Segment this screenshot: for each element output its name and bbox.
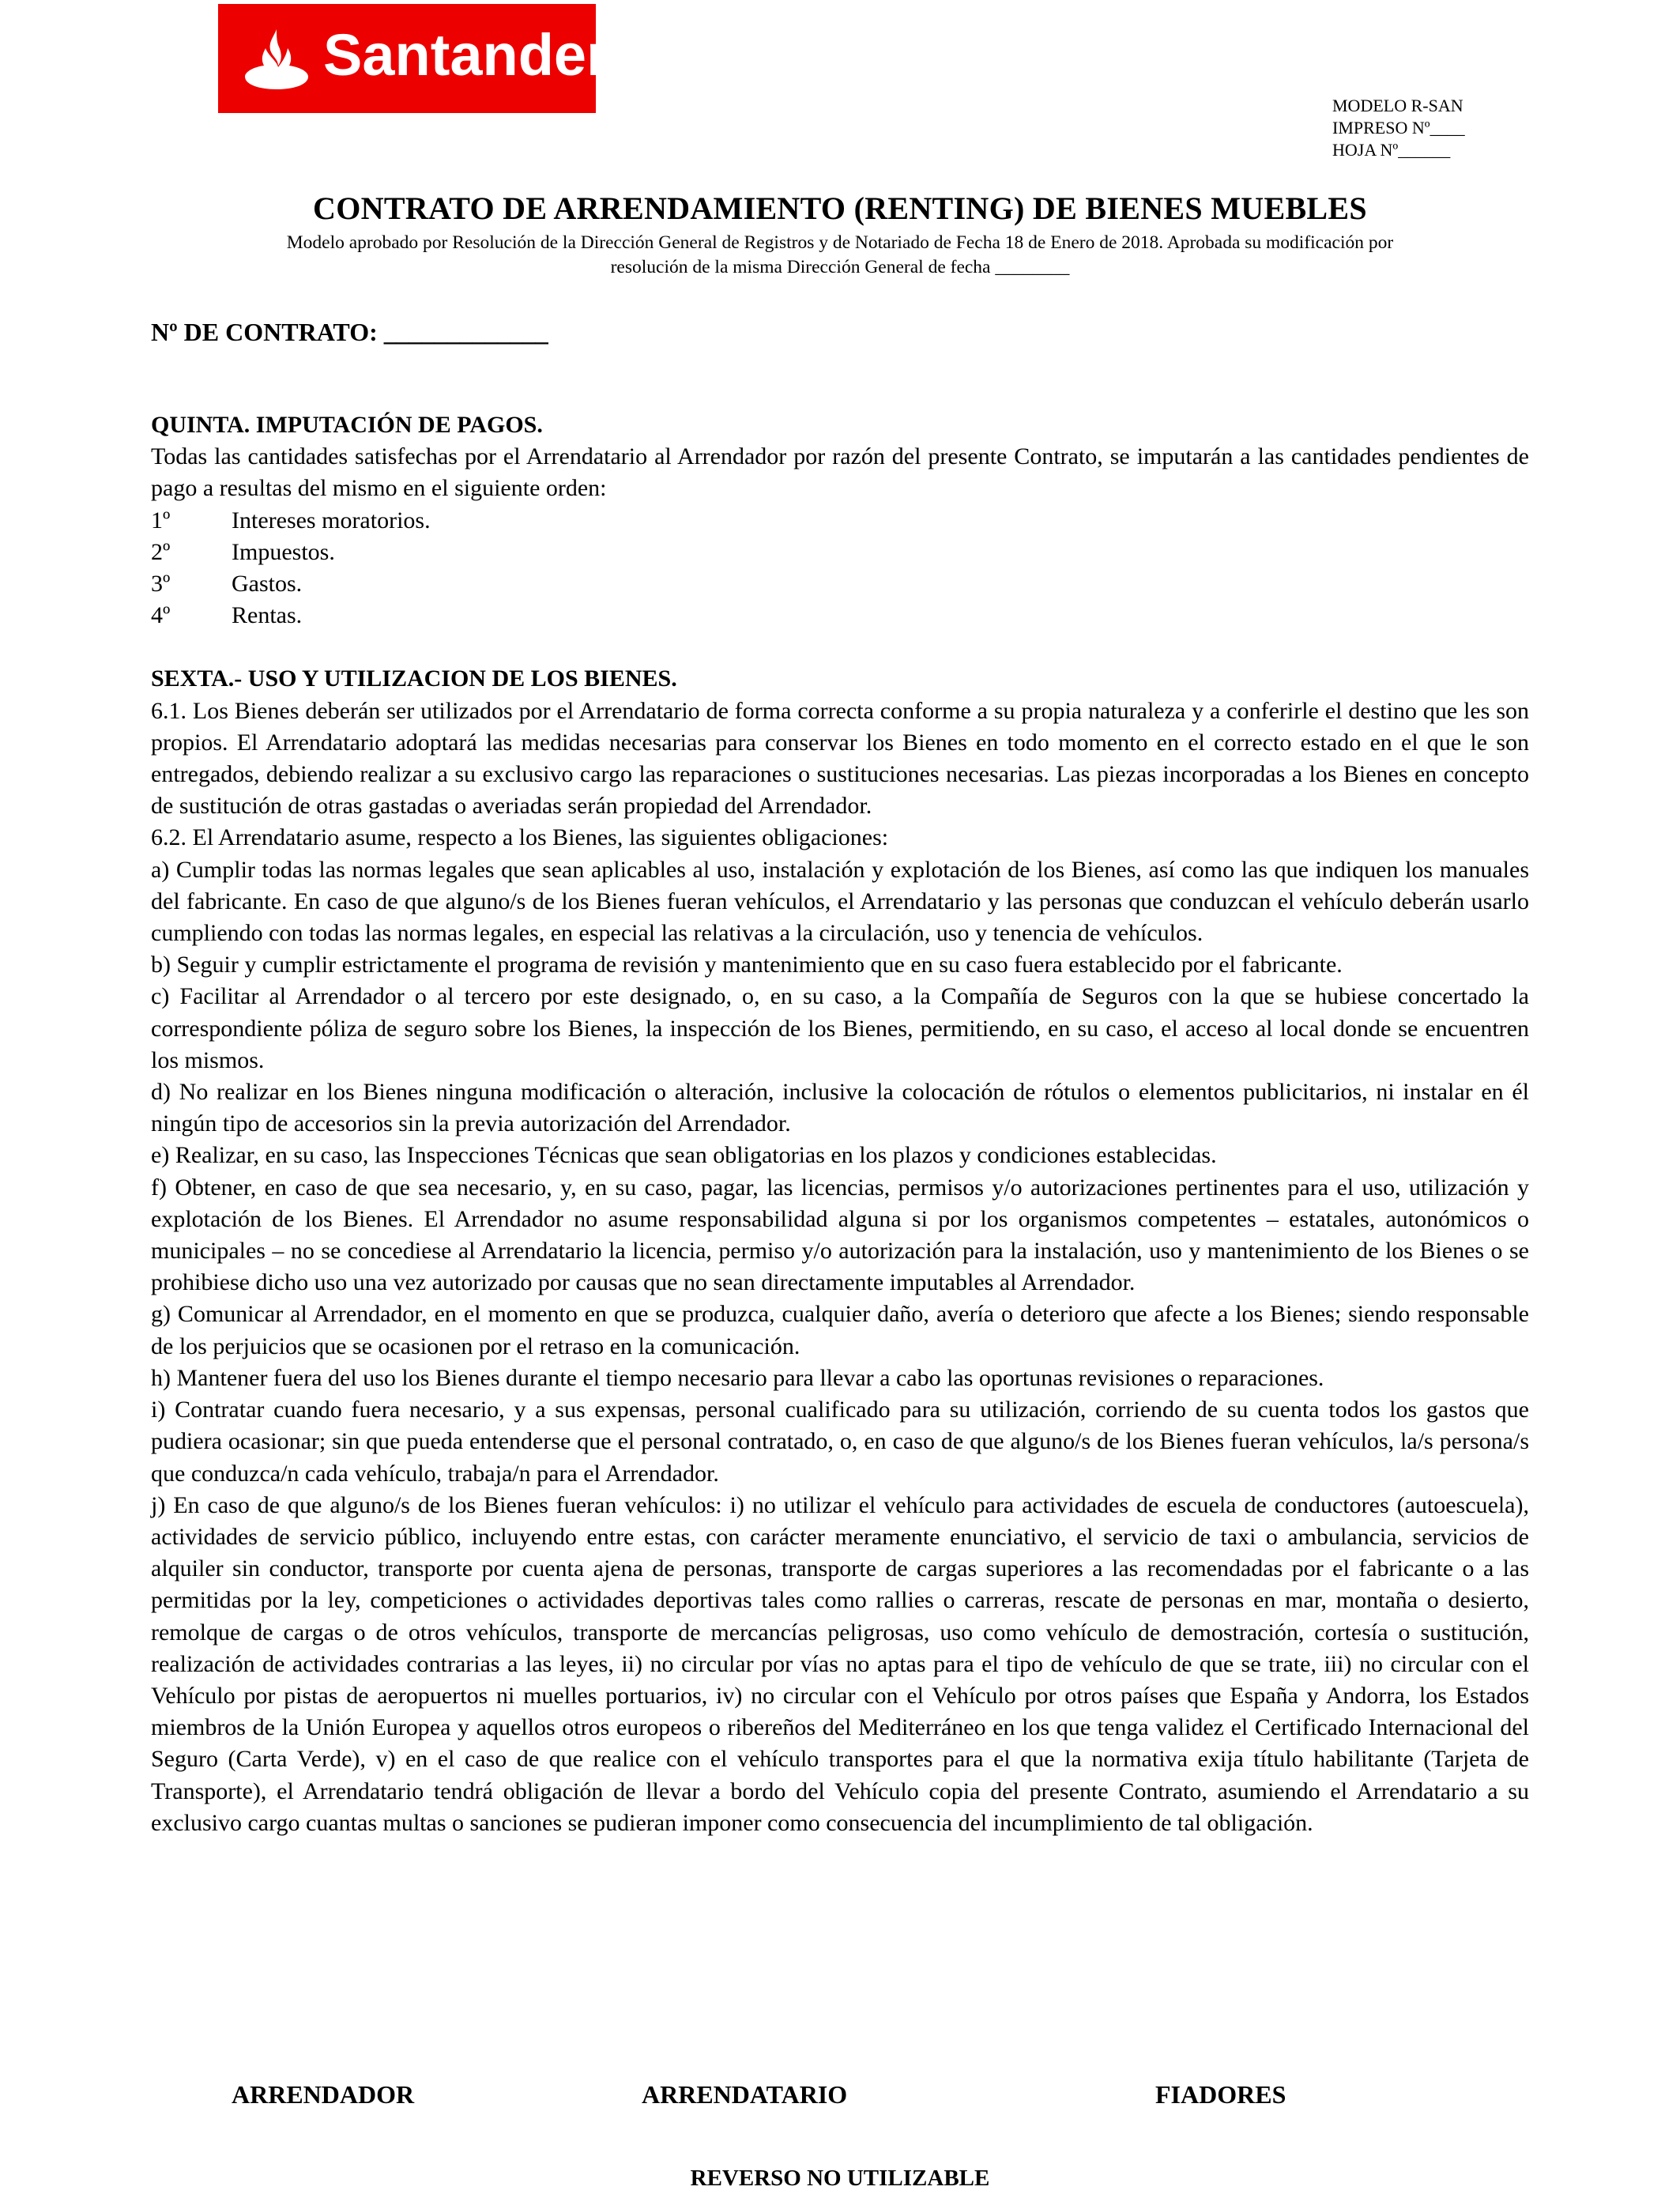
signature-fiadores: FIADORES [1155,2080,1286,2109]
obligation-d: d) No realizar en los Bienes ninguna modificación o alteración, inclusive la colocación de rótulos o elementos publicitarios, ni instalar en él ningún tipo de accesorios sin la previa autorización del Arrendador. [151,1079,1529,1137]
list-item-number: 2º [151,538,171,565]
obligation-g: g) Comunicar al Arrendador, en el momento en que se produzca, cualquier daño, avería o deterioro que afecte a los Bienes; siendo responsable de los perjuicios que se ocasionen por el retraso en la comunicación. [151,1301,1529,1359]
list-item [151,568,1529,600]
list-item-text: Rentas. [232,602,303,629]
sexta-heading: SEXTA.- USO Y UTILIZACION DE LOS BIENES. [151,665,677,692]
list-item [151,505,1529,537]
reverso-notice: REVERSO NO UTILIZABLE [690,2166,990,2191]
obligation-i: i) Contratar cuando fuera necesario, y a sus expensas, personal cualificado para su utilización, corriendo de su cuenta todos los gastos que pudiera ocasionar; sin que pueda entenderse que el personal contratado, o, en caso de que alguno/s de los Bienes fueran vehículos, la/s persona/s que conduzca/n cada vehículo, trabaja/n para el Arrendador. [151,1397,1529,1487]
logo-brand-text: Santander [323,22,609,88]
list-item-text: Intereses moratorios. [232,507,431,533]
obligation-e: e) Realizar, en su caso, las Inspecciones Técnicas que sean obligatorias en los plazos y condiciones establecidas. [151,1142,1217,1169]
subtitle-line-1: Modelo aprobado por Resolución de la Dirección General de Registros y de Notariado de Fecha 18 de Enero de 2018. Aprobada su modificación por [286,232,1394,253]
clause-6-1: 6.1. Los Bienes deberán ser utilizados por el Arrendatario de forma correcta conforme a su propia naturaleza y a conferirle el destino que les son propios. El Arrendatario adoptará las medidas necesarias para conservar los Bienes en todo momento en el correcto estado en el que le son entregados, debiendo realizar a su exclusivo cargo las reparaciones o sustituciones necesarias. Las piezas incorporadas a los Bienes en concepto de sustitución de otras gastadas o averiadas serán propiedad del Arrendador. [151,697,1529,820]
quinta-intro: Todas las cantidades satisfechas por el Arrendatario al Arrendador por razón del presente Contrato, se imputarán a las cantidades pendientes de pago a resultas del mismo en el siguiente orden: [151,443,1529,502]
list-item-text: Gastos. [232,571,303,598]
obligation-j: j) En caso de que alguno/s de los Bienes fueran vehículos: i) no utilizar el vehículo para actividades de escuela de conductores (autoescuela), actividades de servicio público, incluyendo entre estas, con carácter meramente enunciativo, el servicio de taxi o ambulancia, servicios de alquiler sin conductor, transporte por cuenta ajena de personas, transporte de cargas superiores a las recomendadas por el fabricante o a las permitidas por la ley, competiciones o actividades deportivas tales como rallies o carreras, rescate de personas en mar, montaña o desierto, remolque de cargas o de otros vehículos, transporte de mercancías peligrosas, uso como vehículo de demostración, cortesía o sustitución, realización de actividades contrarias a las leyes, ii) no circular por vías no aptas para el tipo de vehículo de que se trate, iii) no circular con el Vehículo por pistas de aeropuertos ni muelles portuarios, iv) no circular con el Vehículo por otros países que España y Andorra, los Estados miembros de la Unión Europea y aquellos otros europeos o ribereños del Mediterráneo en los que tenga validez el Certificado Internacional del Seguro (Carta Verde), v) en el caso de que realice con el vehículo transportes para el que la normativa exija título habilitante (Tarjeta de Transporte), el Arrendatario tendrá obligación de llevar a bordo del Vehículo copia del presente Contrato, asumiendo el Arrendatario a su exclusivo cargo cuantas multas o sanciones se pudieran imponer como consecuencia del incumplimiento de tal obligación. [151,1491,1529,1836]
signature-arrendador: ARRENDADOR [232,2080,415,2109]
obligation-f: f) Obtener, en caso de que sea necesario, y, en su caso, pagar, las licencias, permisos y/o autorizaciones pertinentes para el uso, utilización y explotación de los Bienes. El Arrendador no asume responsabilidad alguna si por los organismos competentes – estatales, autonómicos o municipales – no se concediese al Arrendatario la licencia, permiso y/o autorización para la instalación, uso y mantenimiento de los Bienes o se prohibiese dicho uso una vez autorizado por causas que no sean directamente imputables al Arrendador. [151,1174,1529,1296]
obligation-h: h) Mantener fuera del uso los Bienes durante el tiempo necesario para llevar a cabo las oportunas revisiones o reparaciones. [151,1364,1324,1391]
document-title: CONTRATO DE ARRENDAMIENTO (RENTING) DE BIENES MUEBLES [313,190,1367,226]
obligation-b: b) Seguir y cumplir estrictamente el programa de revisión y mantenimiento que en su caso fuera establecido por el fabricante. [151,952,1343,978]
model-label: MODELO R-SAN [1332,96,1463,115]
list-item-text: Impuestos. [232,538,335,565]
document-subtitle [198,231,1482,280]
quinta-heading: QUINTA. IMPUTACIÓN DE PAGOS. [151,412,543,438]
clause-6-2: 6.2. El Arrendatario asume, respecto a los Bienes, las siguientes obligaciones: [151,824,889,851]
contract-body [151,409,1529,1839]
list-item [151,600,1529,631]
obligation-a: a) Cumplir todas las normas legales que sean aplicables al uso, instalación y explotación de los Bienes, así como las que indiquen los manuales del fabricante. En caso de que alguno/s de los Bienes fueran vehículos, el Arrendatario y las personas que conduzcan el vehículo deberán usarlo cumpliendo con todas las normas legales, en especial las relativas a la circulación, uso y tenencia de vehículos. [151,856,1529,947]
subtitle-line-2: resolución de la misma Dirección General de fecha ________ [610,257,1070,277]
list-item-number: 3º [151,571,171,598]
obligation-c: c) Facilitar al Arrendador o al tercero por este designado, o, en su caso, a la Compañía de Seguros con la que se hubiese concertado la correspondiente póliza de seguro sobre los Bienes, la inspección de los Bienes, permitiendo, en su caso, el acceso al local donde se encuentren los mismos. [151,983,1529,1073]
signature-arrendatario: ARRENDATARIO [642,2080,848,2109]
list-item-number: 4º [151,602,171,629]
model-box [1332,95,1465,161]
contract-number: Nº DE CONTRATO: _____________ [151,318,548,346]
list-item-number: 1º [151,507,171,533]
list-item [151,537,1529,568]
flame-icon [242,28,311,91]
santander-logo [218,4,609,113]
impreso-label: IMPRESO Nº____ [1332,118,1465,138]
hoja-label: HOJA Nº______ [1332,140,1451,160]
